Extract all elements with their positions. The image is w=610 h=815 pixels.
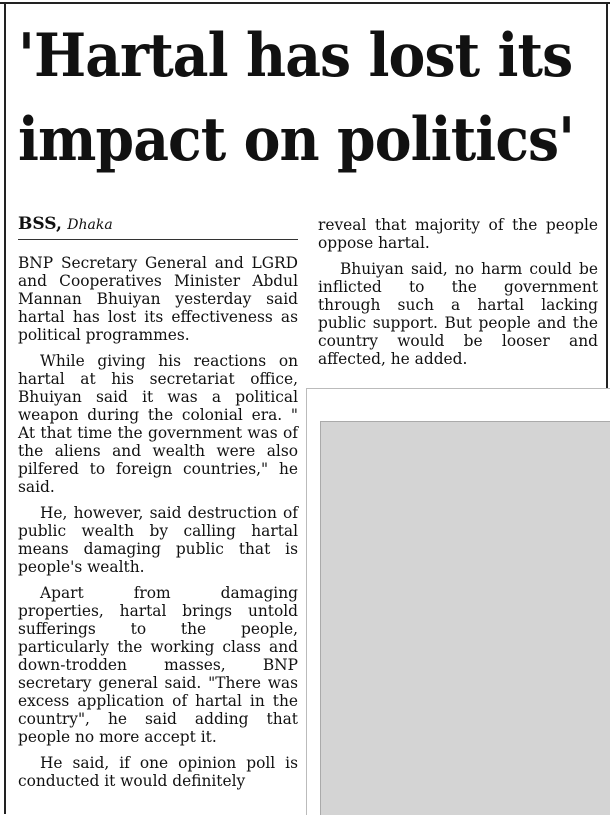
article-paragraph: BNP Secretary General and LGRD and Cooperatives Minister Abdul Mannan Bhuiyan yesterday said hartal has lost its effectiveness as political programmes. (18, 254, 298, 344)
headline-line-2: impact on politics' (18, 105, 575, 175)
byline (18, 212, 298, 237)
article-column-left (18, 254, 298, 798)
byline-agency: BSS, (18, 214, 62, 234)
article-paragraph: Apart from damaging properties, hartal brings untold sufferings to the people, particularly the working class and down-trodden masses, BNP secretary general said. "There was excess application of hartal in the country", he said adding that people no more accept it. (18, 584, 298, 746)
article-column-right (318, 216, 598, 376)
article-paragraph: He, however, said destruction of public wealth by calling hartal means damaging public that is people's wealth. (18, 504, 298, 576)
frame-right-rule (606, 2, 608, 388)
byline-rule (18, 239, 298, 240)
headline (18, 14, 575, 182)
adjacent-image-placeholder (320, 421, 610, 815)
headline-line-1: 'Hartal has lost its (18, 21, 573, 91)
frame-left-rule (4, 2, 6, 814)
frame-top-rule (0, 2, 610, 4)
article-paragraph: reveal that majority of the people oppose hartal. (318, 216, 598, 252)
article-paragraph: While giving his reactions on hartal at his secretariat office, Bhuiyan said it was a political weapon during the colonial era. " At that time the government was of the aliens and wealth were also pilfered to foreign countries," he said. (18, 352, 298, 496)
byline-place: Dhaka (67, 217, 113, 233)
article-paragraph: He said, if one opinion poll is conducted it would definitely (18, 754, 298, 790)
article-paragraph: Bhuiyan said, no harm could be inflicted to the government through such a hartal lacking public support. But people and the country would be looser and affected, he added. (318, 260, 598, 368)
